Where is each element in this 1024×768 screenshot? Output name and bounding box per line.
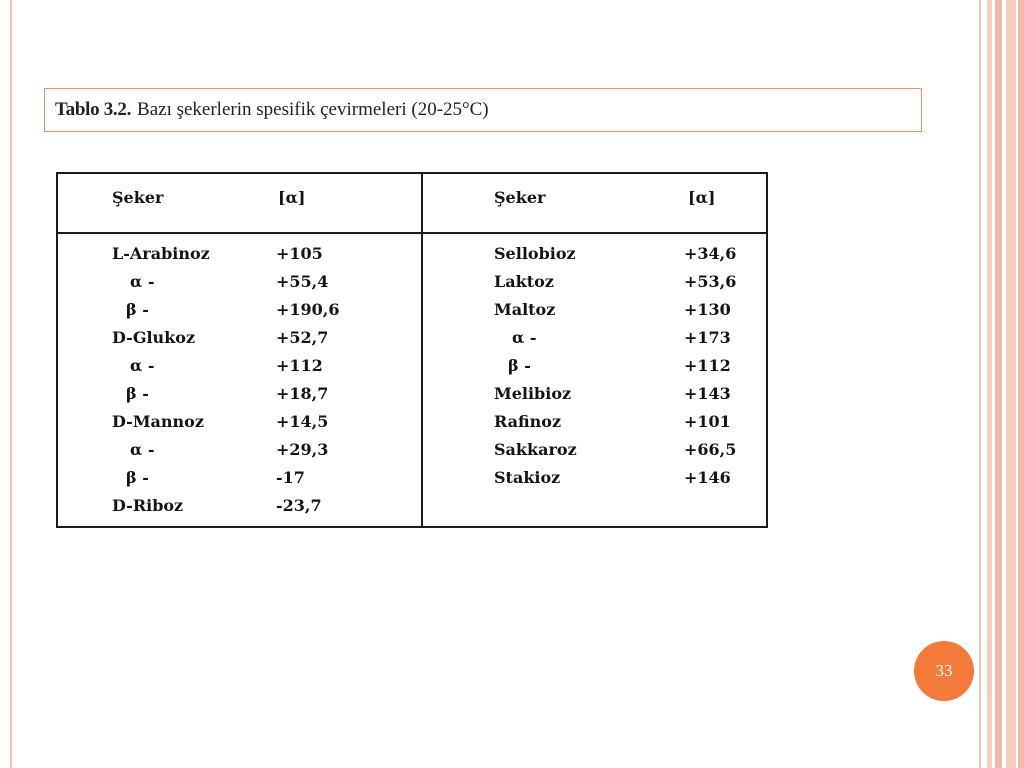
right-header-rotation: [α] xyxy=(688,188,716,207)
right-sugar-names xyxy=(494,240,577,492)
rotation-value: +105 xyxy=(276,244,323,263)
left-border-stripe xyxy=(10,0,12,768)
sugar-name: α - xyxy=(130,272,155,291)
rotation-value: +112 xyxy=(684,356,731,375)
caption-text: Bazı şekerlerin spesifik çevirmeleri (20-25°C) xyxy=(137,99,489,120)
column-divider xyxy=(421,174,423,526)
rotation-value: +52,7 xyxy=(276,328,329,347)
table-caption xyxy=(44,88,922,132)
sugar-name: D-Mannoz xyxy=(112,412,204,431)
sugar-name: Laktoz xyxy=(494,272,554,291)
left-sugar-names xyxy=(112,240,210,520)
rotation-value: +190,6 xyxy=(276,300,340,319)
rotation-value: -17 xyxy=(276,468,305,487)
rotation-value: +34,6 xyxy=(684,244,737,263)
right-border-stripe xyxy=(1006,0,1016,768)
rotation-value: +55,4 xyxy=(276,272,329,291)
sugar-name: L-Arabinoz xyxy=(112,244,210,263)
rotation-value: +18,7 xyxy=(276,384,329,403)
left-header-rotation: [α] xyxy=(278,188,306,207)
rotation-value: +101 xyxy=(684,412,731,431)
sugar-name: α - xyxy=(130,440,155,459)
sugar-name: β - xyxy=(126,468,149,487)
right-rotation-values xyxy=(684,240,736,492)
rotation-value: +29,3 xyxy=(276,440,329,459)
sugar-name: D-Glukoz xyxy=(112,328,196,347)
sugar-name: Sakkaroz xyxy=(494,440,577,459)
caption-label: Tablo 3.2. xyxy=(55,99,132,120)
sugar-name: β - xyxy=(508,356,531,375)
sugar-name: α - xyxy=(130,356,155,375)
rotation-value: +66,5 xyxy=(684,440,737,459)
right-border-stripe xyxy=(987,0,992,768)
sugar-name: Maltoz xyxy=(494,300,556,319)
rotation-value: +130 xyxy=(684,300,731,319)
rotation-value: +146 xyxy=(684,468,731,487)
right-border-stripe xyxy=(1018,0,1024,768)
rotation-value: +173 xyxy=(684,328,731,347)
right-border-stripe xyxy=(995,0,1002,768)
header-divider xyxy=(58,232,766,234)
page-number-badge xyxy=(914,641,974,701)
sugar-name: Rafinoz xyxy=(494,412,562,431)
right-header-sugar: Şeker xyxy=(494,188,546,207)
sugar-rotation-table xyxy=(56,172,768,528)
right-border-stripe xyxy=(979,0,981,768)
sugar-name: α - xyxy=(512,328,537,347)
rotation-value: +14,5 xyxy=(276,412,329,431)
rotation-value: -23,7 xyxy=(276,496,322,515)
sugar-name: β - xyxy=(126,384,149,403)
rotation-value: +143 xyxy=(684,384,731,403)
sugar-name: D-Riboz xyxy=(112,496,184,515)
rotation-value: +53,6 xyxy=(684,272,737,291)
left-rotation-values xyxy=(276,240,340,520)
sugar-name: Melibioz xyxy=(494,384,572,403)
left-header-sugar: Şeker xyxy=(112,188,164,207)
page-number: 33 xyxy=(935,661,953,680)
sugar-name: β - xyxy=(126,300,149,319)
sugar-name: Sellobioz xyxy=(494,244,576,263)
sugar-name: Stakioz xyxy=(494,468,561,487)
rotation-value: +112 xyxy=(276,356,323,375)
